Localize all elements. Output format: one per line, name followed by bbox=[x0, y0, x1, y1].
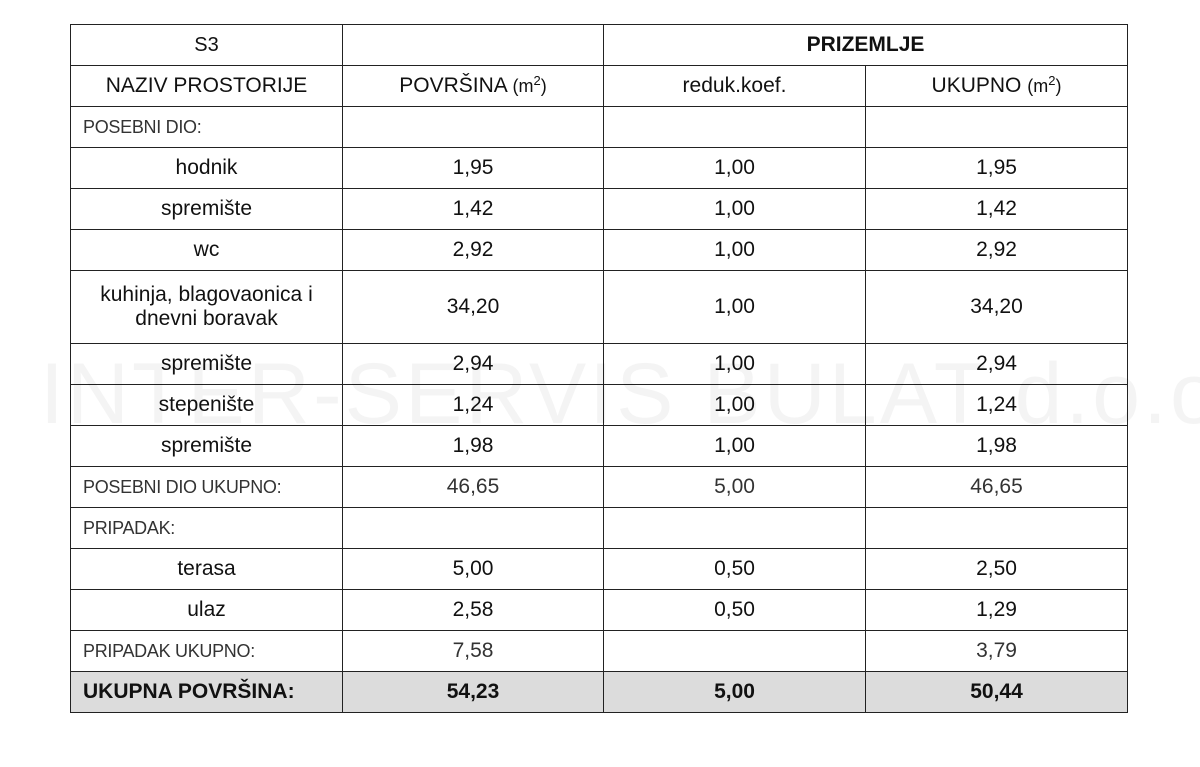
room-area: 1,95 bbox=[343, 148, 604, 189]
room-name: ulaz bbox=[71, 590, 343, 631]
empty-cell bbox=[343, 107, 604, 148]
subtotal-row-pripadak bbox=[71, 631, 1128, 672]
unit-prefix: (m bbox=[1027, 76, 1049, 96]
room-total: 2,50 bbox=[866, 549, 1128, 590]
empty-cell bbox=[866, 508, 1128, 549]
empty-cell bbox=[604, 631, 866, 672]
subtotal-total: 3,79 bbox=[866, 631, 1128, 672]
room-area: 2,58 bbox=[343, 590, 604, 631]
table-row bbox=[71, 590, 1128, 631]
room-coef: 0,50 bbox=[604, 590, 866, 631]
unit-sup: 2 bbox=[533, 73, 541, 88]
unit-suffix: ) bbox=[1055, 76, 1062, 96]
grand-total-row bbox=[71, 672, 1128, 713]
header-row-top bbox=[71, 25, 1128, 66]
room-coef: 1,00 bbox=[604, 271, 866, 344]
room-area: 2,92 bbox=[343, 230, 604, 271]
table-row bbox=[71, 549, 1128, 590]
table-row bbox=[71, 344, 1128, 385]
room-coef: 1,00 bbox=[604, 385, 866, 426]
room-name: hodnik bbox=[71, 148, 343, 189]
room-coef: 1,00 bbox=[604, 148, 866, 189]
subtotal-area: 7,58 bbox=[343, 631, 604, 672]
room-area: 34,20 bbox=[343, 271, 604, 344]
room-area: 2,94 bbox=[343, 344, 604, 385]
table-row bbox=[71, 271, 1128, 344]
table-row bbox=[71, 426, 1128, 467]
room-total: 1,95 bbox=[866, 148, 1128, 189]
empty-cell bbox=[866, 107, 1128, 148]
table-row bbox=[71, 230, 1128, 271]
room-coef: 0,50 bbox=[604, 549, 866, 590]
section-row-posebni bbox=[71, 107, 1128, 148]
room-area: 1,24 bbox=[343, 385, 604, 426]
header-row-columns bbox=[71, 66, 1128, 107]
room-name: spremište bbox=[71, 344, 343, 385]
table-row bbox=[71, 189, 1128, 230]
room-name-line1: kuhinja, blagovaonica i bbox=[100, 283, 313, 306]
unit-prefix: (m bbox=[512, 76, 534, 96]
subtotal-coef: 5,00 bbox=[604, 467, 866, 508]
empty-cell bbox=[343, 508, 604, 549]
subtotal-total: 46,65 bbox=[866, 467, 1128, 508]
room-area: 1,42 bbox=[343, 189, 604, 230]
room-coef: 1,00 bbox=[604, 344, 866, 385]
empty-cell bbox=[604, 508, 866, 549]
room-total: 1,24 bbox=[866, 385, 1128, 426]
col-header-name: NAZIV PROSTORIJE bbox=[71, 66, 343, 107]
unit-text bbox=[1027, 73, 1062, 96]
room-total: 1,42 bbox=[866, 189, 1128, 230]
col-header-coef: reduk.koef. bbox=[604, 66, 866, 107]
col-header-area-text: POVRŠINA bbox=[399, 74, 507, 97]
table-row bbox=[71, 385, 1128, 426]
room-name: wc bbox=[71, 230, 343, 271]
subtotal-label: POSEBNI DIO UKUPNO: bbox=[71, 467, 343, 508]
col-header-total-text: UKUPNO bbox=[931, 74, 1022, 97]
grand-total-coef: 5,00 bbox=[604, 672, 866, 713]
room-name: terasa bbox=[71, 549, 343, 590]
subtotal-row-posebni bbox=[71, 467, 1128, 508]
room-name bbox=[71, 271, 343, 344]
grand-total-label: UKUPNA POVRŠINA: bbox=[71, 672, 343, 713]
room-name: spremište bbox=[71, 426, 343, 467]
subtotal-label: PRIPADAK UKUPNO: bbox=[71, 631, 343, 672]
room-total: 34,20 bbox=[866, 271, 1128, 344]
subtotal-area: 46,65 bbox=[343, 467, 604, 508]
grand-total-area: 54,23 bbox=[343, 672, 604, 713]
room-coef: 1,00 bbox=[604, 230, 866, 271]
room-coef: 1,00 bbox=[604, 426, 866, 467]
area-table bbox=[70, 24, 1128, 713]
room-total: 1,29 bbox=[866, 590, 1128, 631]
unit-sup: 2 bbox=[1048, 73, 1056, 88]
empty-cell bbox=[604, 107, 866, 148]
room-total: 2,94 bbox=[866, 344, 1128, 385]
unit-text bbox=[512, 73, 547, 96]
room-total: 1,98 bbox=[866, 426, 1128, 467]
section-row-pripadak bbox=[71, 508, 1128, 549]
header-empty-cell bbox=[343, 25, 604, 66]
room-area: 1,98 bbox=[343, 426, 604, 467]
unit-suffix: ) bbox=[540, 76, 547, 96]
grand-total-total: 50,44 bbox=[866, 672, 1128, 713]
room-area: 5,00 bbox=[343, 549, 604, 590]
room-name-line2: dnevni boravak bbox=[135, 307, 278, 330]
table-row bbox=[71, 148, 1128, 189]
section-label: POSEBNI DIO: bbox=[71, 107, 343, 148]
room-name: spremište bbox=[71, 189, 343, 230]
room-name: stepenište bbox=[71, 385, 343, 426]
room-total: 2,92 bbox=[866, 230, 1128, 271]
unit-label: S3 bbox=[71, 25, 343, 66]
col-header-total bbox=[866, 66, 1128, 107]
col-header-area bbox=[343, 66, 604, 107]
room-coef: 1,00 bbox=[604, 189, 866, 230]
section-label: PRIPADAK: bbox=[71, 508, 343, 549]
level-label: PRIZEMLJE bbox=[604, 25, 1128, 66]
